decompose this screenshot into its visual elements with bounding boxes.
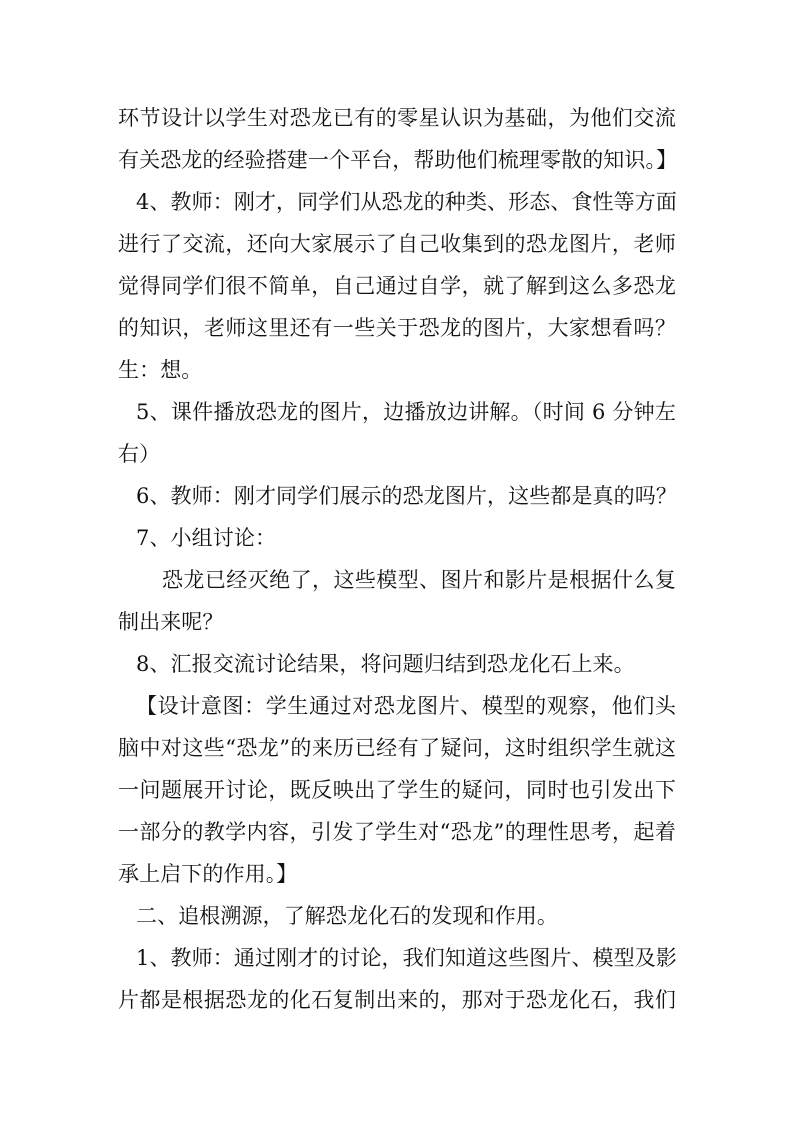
text-line-8: 5、课件播放恐龙的图片，边播放边讲解。（时间 6 分钟左 [136,400,676,424]
text-line-14: 8、汇报交流讨论结果，将问题归结到恐龙化石上来。 [136,652,635,676]
text-line-6: 的知识，老师这里还有一些关于恐龙的图片，大家想看吗？ [118,316,676,340]
text-line-12: 恐龙已经灭绝了，这些模型、图片和影片是根据什么复 [162,568,676,592]
text-line-20: 二、追根溯源，了解恐龙化石的发现和作用。 [136,904,558,928]
text-line-10: 6、教师：刚才同学们展示的恐龙图片，这些都是真的吗？ [136,484,677,508]
text-line-18: 一部分的教学内容，引发了学生对“恐龙”的理性思考，起着 [118,820,676,844]
text-line-2: 有关恐龙的经验搭建一个平台，帮助他们梳理零散的知识。】 [118,148,678,172]
text-line-7: 生：想。 [118,358,203,382]
text-line-11: 7、小组讨论： [136,526,277,550]
text-line-16: 脑中对这些“恐龙”的来历已经有了疑问，这时组织学生就这 [118,736,676,760]
text-line-9: 右） [118,442,161,466]
text-line-17: 一问题展开讨论，既反映出了学生的疑问，同时也引发出下 [118,778,676,802]
text-line-3: 4、教师：刚才，同学们从恐龙的种类、形态、食性等方面 [136,190,677,214]
text-line-19: 承上启下的作用。】 [118,862,298,886]
text-line-15: 【设计意图：学生通过对恐龙图片、模型的观察，他们头 [136,694,676,718]
text-line-13: 制出来呢？ [118,610,224,634]
text-line-5: 觉得同学们很不简单，自己通过自学，就了解到这么多恐龙 [118,274,676,298]
text-line-4: 进行了交流，还向大家展示了自己收集到的恐龙图片，老师 [118,232,676,256]
text-line-1: 环节设计以学生对恐龙已有的零星认识为基础，为他们交流 [118,106,676,130]
text-line-22: 片都是根据恐龙的化石复制出来的，那对于恐龙化石，我们 [118,988,676,1012]
text-line-21: 1、教师：通过刚才的讨论，我们知道这些图片、模型及影 [136,946,677,970]
